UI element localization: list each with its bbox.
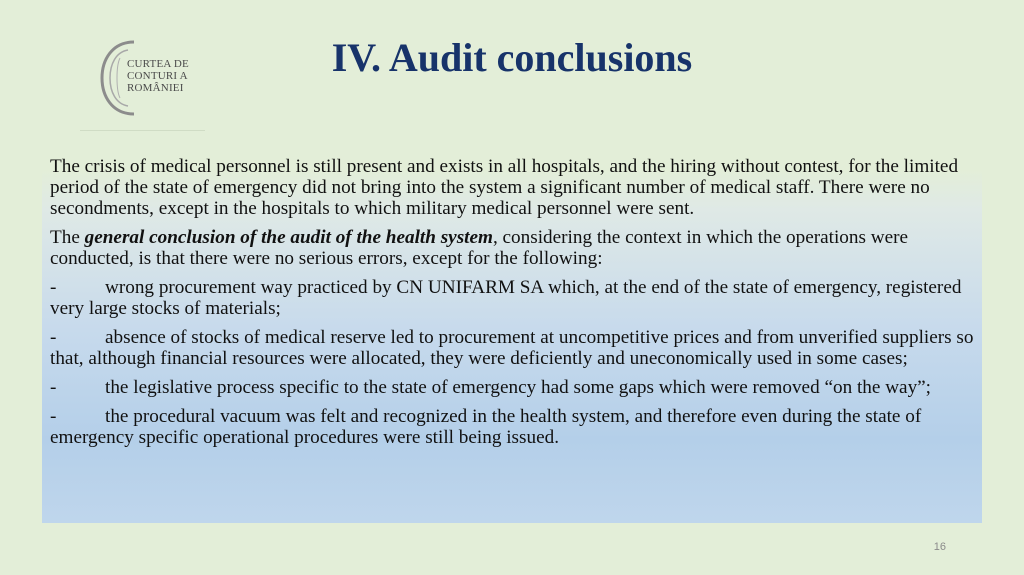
logo-line-3: ROMÂNIEI bbox=[127, 82, 184, 94]
logo-divider bbox=[80, 130, 205, 131]
page-number: 16 bbox=[933, 541, 946, 553]
logo-line-2: CONTURI A bbox=[127, 70, 188, 82]
bullet-item-4 bbox=[50, 406, 975, 448]
bullet-dash: - bbox=[50, 277, 57, 298]
logo-line-1: CURTEA DE bbox=[127, 58, 189, 70]
paragraph-2 bbox=[50, 227, 975, 269]
bullet-dash: - bbox=[50, 377, 57, 398]
bullet-dash: - bbox=[50, 327, 57, 348]
paragraph-2-prefix: The bbox=[50, 227, 85, 248]
paragraph-2-suffix: , considering the context in which the operations were conducted, is that there were no serious errors, except for the following: bbox=[50, 227, 909, 269]
bullet-dash: - bbox=[50, 406, 57, 427]
bullet-item-3 bbox=[50, 377, 975, 398]
paragraph-2-emphasis: general conclusion of the audit of the health system bbox=[84, 227, 493, 248]
slide-content bbox=[50, 156, 975, 456]
bullet-item-1 bbox=[50, 277, 975, 319]
slide-title: IV. Audit conclusions bbox=[331, 35, 693, 80]
bullet-text: the procedural vacuum was felt and recognized in the health system, and therefore even during the state of emergency specific operational procedures were still being issued. bbox=[50, 406, 922, 448]
bullet-text: absence of stocks of medical reserve led to procurement at uncompetitive prices and from unverified suppliers so that, although financial resources were allocated, they were deficiently and uneconomically used in some cases; bbox=[50, 327, 974, 369]
bullet-text: wrong procurement way practiced by CN UNIFARM SA which, at the end of the state of emergency, registered very large stocks of materials; bbox=[50, 277, 962, 319]
paragraph-1: The crisis of medical personnel is still present and exists in all hospitals, and the hiring without contest, for the limited period of the state of emergency did not bring into the system a significant number of medical staff. There were no secondments, except in the hospitals to which military medical personnel were sent. bbox=[50, 156, 959, 219]
bullet-text: the legislative process specific to the state of emergency had some gaps which were removed “on the way”; bbox=[105, 377, 932, 398]
bullet-item-2 bbox=[50, 327, 975, 369]
